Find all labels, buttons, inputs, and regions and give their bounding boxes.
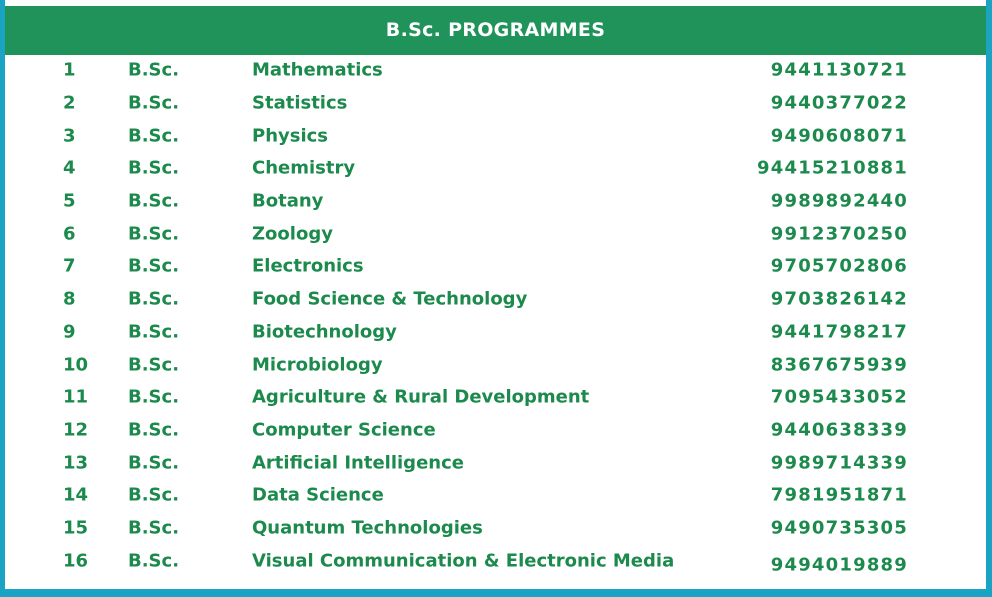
row-number: 13 (63, 452, 89, 474)
row-degree: B.Sc. (128, 354, 180, 376)
row-number: 15 (63, 517, 89, 539)
row-phone: 9440377022 (770, 92, 908, 114)
page-title: B.Sc. PROGRAMMES (5, 6, 986, 55)
row-number: 10 (63, 354, 89, 376)
row-phone: 9912370250 (770, 223, 908, 245)
row-subject: Agriculture & Rural Development (252, 386, 590, 408)
row-phone: 9705702806 (770, 255, 908, 277)
programme-row (5, 348, 986, 381)
row-subject: Artificial Intelligence (252, 452, 464, 474)
programme-row (5, 119, 986, 152)
row-number: 4 (63, 157, 76, 179)
row-phone: 9490735305 (770, 517, 908, 539)
programme-row (5, 414, 986, 447)
row-degree: B.Sc. (128, 484, 180, 506)
row-number: 5 (63, 190, 76, 212)
programme-row (5, 446, 986, 479)
row-phone: 9441798217 (770, 321, 908, 343)
row-phone: 7981951871 (770, 484, 908, 506)
row-number: 14 (63, 484, 89, 506)
programme-row (5, 250, 986, 283)
row-phone: 94415210881 (757, 157, 908, 179)
row-subject: Computer Science (252, 419, 436, 441)
row-number: 7 (63, 255, 76, 277)
row-subject: Statistics (252, 92, 348, 114)
row-subject: Biotechnology (252, 321, 397, 343)
programme-row (5, 544, 986, 577)
programme-row (5, 479, 986, 512)
row-degree: B.Sc. (128, 419, 180, 441)
programme-row (5, 217, 986, 250)
row-phone: 7095433052 (770, 386, 908, 408)
row-degree: B.Sc. (128, 190, 180, 212)
row-subject: Zoology (252, 223, 333, 245)
programme-row (5, 87, 986, 120)
row-degree: B.Sc. (128, 452, 180, 474)
row-subject: Electronics (252, 255, 364, 277)
row-phone: 9490608071 (770, 125, 908, 147)
row-number: 2 (63, 92, 76, 114)
row-degree: B.Sc. (128, 255, 180, 277)
row-subject: Visual Communication & Electronic Media (252, 550, 675, 572)
row-phone: 9441130721 (770, 59, 908, 81)
row-degree: B.Sc. (128, 223, 180, 245)
programme-row (5, 54, 986, 87)
row-degree: B.Sc. (128, 92, 180, 114)
row-degree: B.Sc. (128, 125, 180, 147)
row-number: 8 (63, 288, 76, 310)
row-subject: Microbiology (252, 354, 383, 376)
programme-row (5, 152, 986, 185)
row-subject: Quantum Technologies (252, 517, 483, 539)
programme-row (5, 381, 986, 414)
row-degree: B.Sc. (128, 517, 180, 539)
row-number: 3 (63, 125, 76, 147)
row-subject: Physics (252, 125, 329, 147)
row-degree: B.Sc. (128, 386, 180, 408)
programmes-panel (5, 0, 986, 589)
row-number: 12 (63, 419, 89, 441)
row-number: 1 (63, 59, 76, 81)
programme-row (5, 316, 986, 349)
row-subject: Data Science (252, 484, 384, 506)
row-degree: B.Sc. (128, 59, 180, 81)
row-degree: B.Sc. (128, 550, 180, 572)
row-degree: B.Sc. (128, 321, 180, 343)
row-number: 16 (63, 550, 89, 572)
row-phone: 9989892440 (770, 190, 908, 212)
row-subject: Botany (252, 190, 324, 212)
row-number: 9 (63, 321, 76, 343)
row-phone: 9440638339 (770, 419, 908, 441)
programme-list (5, 54, 986, 577)
row-number: 11 (63, 386, 89, 408)
row-phone: 8367675939 (770, 354, 908, 376)
row-subject: Food Science & Technology (252, 288, 528, 310)
row-degree: B.Sc. (128, 288, 180, 310)
programme-row (5, 512, 986, 545)
row-degree: B.Sc. (128, 157, 180, 179)
programme-row (5, 185, 986, 218)
row-subject: Mathematics (252, 59, 383, 81)
row-phone: 9703826142 (770, 288, 908, 310)
row-phone: 9989714339 (770, 452, 908, 474)
row-subject: Chemistry (252, 157, 356, 179)
programme-row (5, 283, 986, 316)
row-phone: 9494019889 (770, 554, 908, 576)
row-number: 6 (63, 223, 76, 245)
